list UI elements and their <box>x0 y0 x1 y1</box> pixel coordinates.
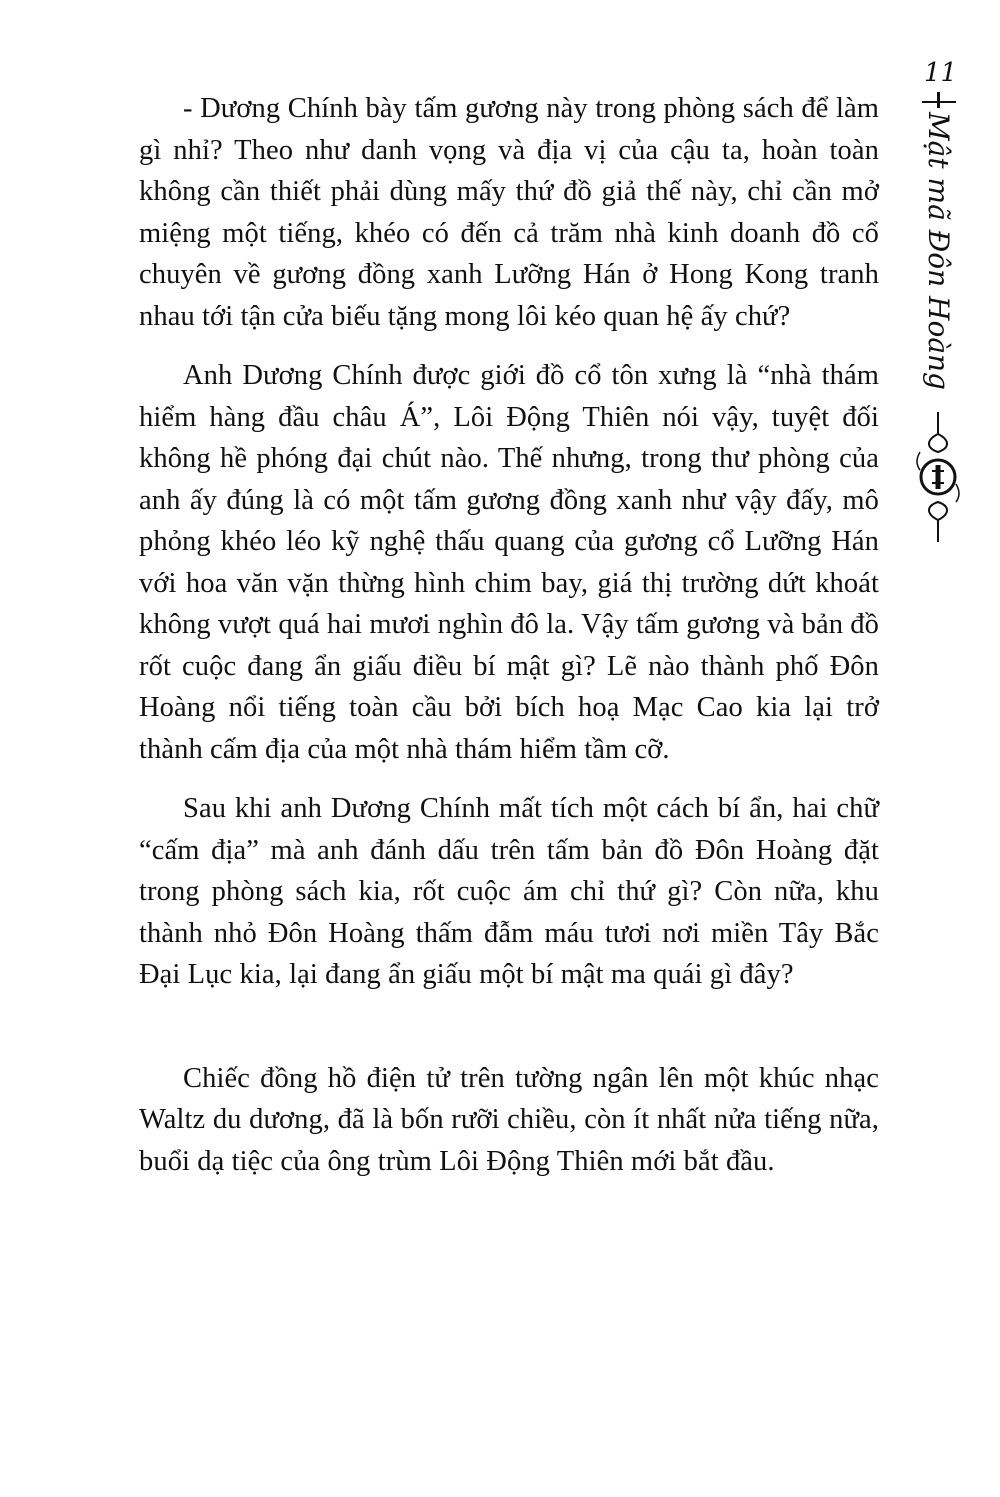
scroll-ornament-icon <box>912 412 964 542</box>
paragraph-1: - Dương Chính bày tấm gương này trong phòng sách để làm gì nhỉ? Theo như danh vọng và địa vị của cậu ta, hoàn toàn không cần thiết phải dùng mấy thứ đồ giả thế này, chỉ cần mở miệng một tiếng, khéo có đến cả trăm nhà kinh doanh đồ cổ chuyên về gương đồng xanh Lưỡng Hán ở Hong Kong tranh nhau tới tận cửa biếu tặng mong lôi kéo quan hệ ấy chứ? <box>139 93 879 332</box>
running-title: Mật mã Đôn Hoàng <box>922 112 955 390</box>
paragraph-3: Sau khi anh Dương Chính mất tích một cách bí ẩn, hai chữ “cấm địa” mà anh đánh dấu trên tấm bản đồ Đôn Hoàng đặt trong phòng sách kia, rốt cuộc ám chỉ thứ gì? Còn nữa, khu thành nhỏ Đôn Hoàng thấm đẫm máu tươi nơi miền Tây Bắc Đại Lục kia, lại đang ẩn giấu một bí mật ma quái gì đây? <box>139 793 879 990</box>
header-tick <box>922 101 956 103</box>
header-rule <box>937 92 940 108</box>
body-text <box>139 88 879 1200</box>
paragraph-4: Chiếc đồng hồ điện tử trên tường ngân lên một khúc nhạc Waltz du dương, đã là bốn rưỡi chiều, còn ít nhất nửa tiếng nữa, buổi dạ tiệc của ông trùm Lôi Động Thiên mới bắt đầu. <box>139 1062 879 1177</box>
paragraph-2: Anh Dương Chính được giới đồ cổ tôn xưng là “nhà thám hiểm hàng đầu châu Á”, Lôi Động Thiên nói vậy, tuyệt đối không hề phóng đại chút nào. Thế nhưng, trong thư phòng của anh ấy đúng là có một tấm gương đồng xanh như vậy đấy, mô phỏng khéo léo kỹ nghệ thấu quang của gương cổ Lưỡng Hán với hoa văn vặn thừng hình chim bay, giá thị trường dứt khoát không vượt quá hai mươi nghìn đô la. Vậy tấm gương và bản đồ rốt cuộc đang ẩn giấu điều bí mật gì? Lẽ nào thành phố Đôn Hoàng nổi tiếng toàn cầu bởi bích hoạ Mạc Cao kia lại trở thành cấm địa của một nhà thám hiểm tầm cỡ. <box>139 360 879 765</box>
page-number: 11 <box>924 58 958 88</box>
